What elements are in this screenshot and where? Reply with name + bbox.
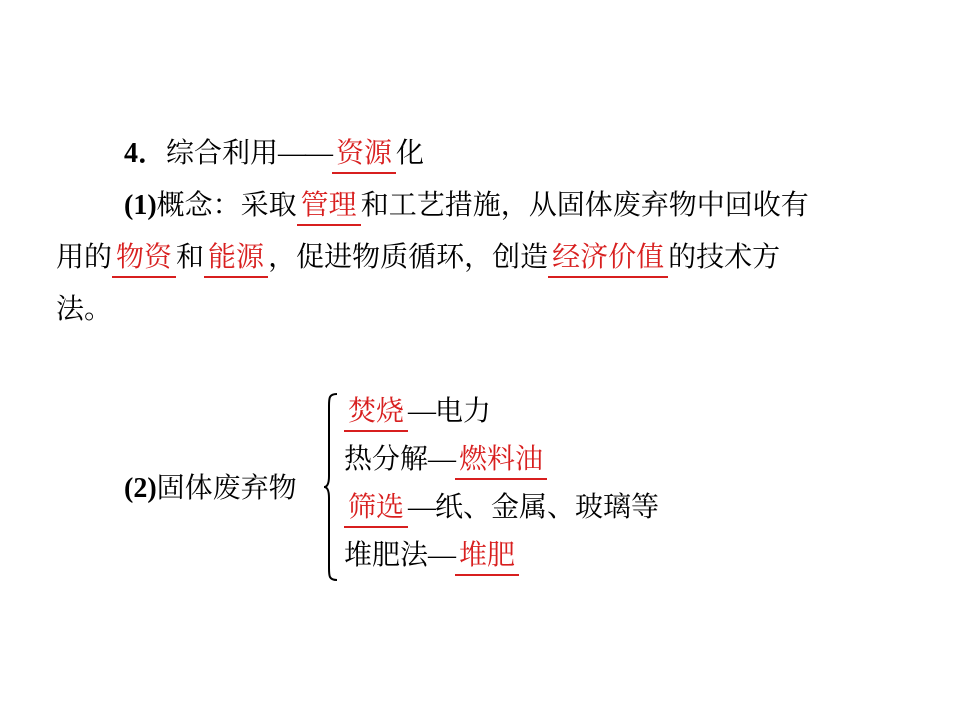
item1-line2	[56, 232, 916, 284]
item1-line3-text: 法。	[56, 294, 113, 325]
item2-row-2	[344, 436, 659, 484]
curly-brace-icon	[323, 392, 339, 582]
item1-mid1: 和工艺措施，从固体废弃物中回收有	[360, 190, 809, 221]
item2-row1-right: 电力	[435, 396, 492, 427]
heading-text: 综合利用	[166, 138, 279, 169]
heading-line	[56, 128, 916, 180]
item2-row4-dash: —	[428, 540, 456, 571]
item2-rows	[344, 388, 659, 580]
item1-lead: 概念：采取	[156, 190, 297, 221]
item2-label-wrap	[124, 466, 297, 506]
item1-label: (1)	[124, 190, 157, 221]
item2-row3-left: 筛选	[344, 491, 408, 528]
item1-mid4: 的技术方	[668, 242, 781, 273]
heading-blank-resource: 资源	[332, 137, 396, 174]
item2-row3-right: 纸、金属、玻璃等	[435, 492, 660, 523]
item2-row2-left: 热分解	[344, 444, 429, 475]
item2-row2-dash: —	[428, 444, 456, 475]
heading-dot: ．	[138, 138, 167, 169]
item1-mid3: ，促进物质循环，创造	[268, 242, 549, 273]
item1-line2-lead: 用的	[56, 242, 113, 273]
slide-body	[56, 128, 916, 336]
item1-blank-management: 管理	[297, 189, 361, 226]
item1-line3	[56, 284, 916, 336]
item1-mid2: 和	[176, 242, 205, 273]
item1-blank-economic-value: 经济价值	[548, 241, 668, 278]
item2-row4-right: 堆肥	[455, 539, 519, 576]
heading-dash: ——	[278, 138, 333, 169]
item2-row1-left: 焚烧	[344, 395, 408, 432]
item2-row-1	[344, 388, 659, 436]
item2-lead: 固体废弃物	[156, 473, 297, 504]
item2-row2-right: 燃料油	[455, 443, 547, 480]
item2-group	[56, 388, 916, 598]
item2-row-4	[344, 532, 659, 580]
item1-blank-energy: 能源	[204, 241, 268, 278]
item1-blank-materials: 物资	[112, 241, 176, 278]
item1-line1	[56, 180, 916, 232]
item2-label: (2)	[124, 473, 157, 504]
item2-row-3	[344, 484, 659, 532]
heading-number: 4	[124, 138, 138, 169]
heading-suffix: 化	[396, 138, 425, 169]
item2-row1-dash: —	[408, 396, 436, 427]
item2-row4-left: 堆肥法	[344, 540, 429, 571]
item2-row3-dash: —	[408, 492, 436, 523]
